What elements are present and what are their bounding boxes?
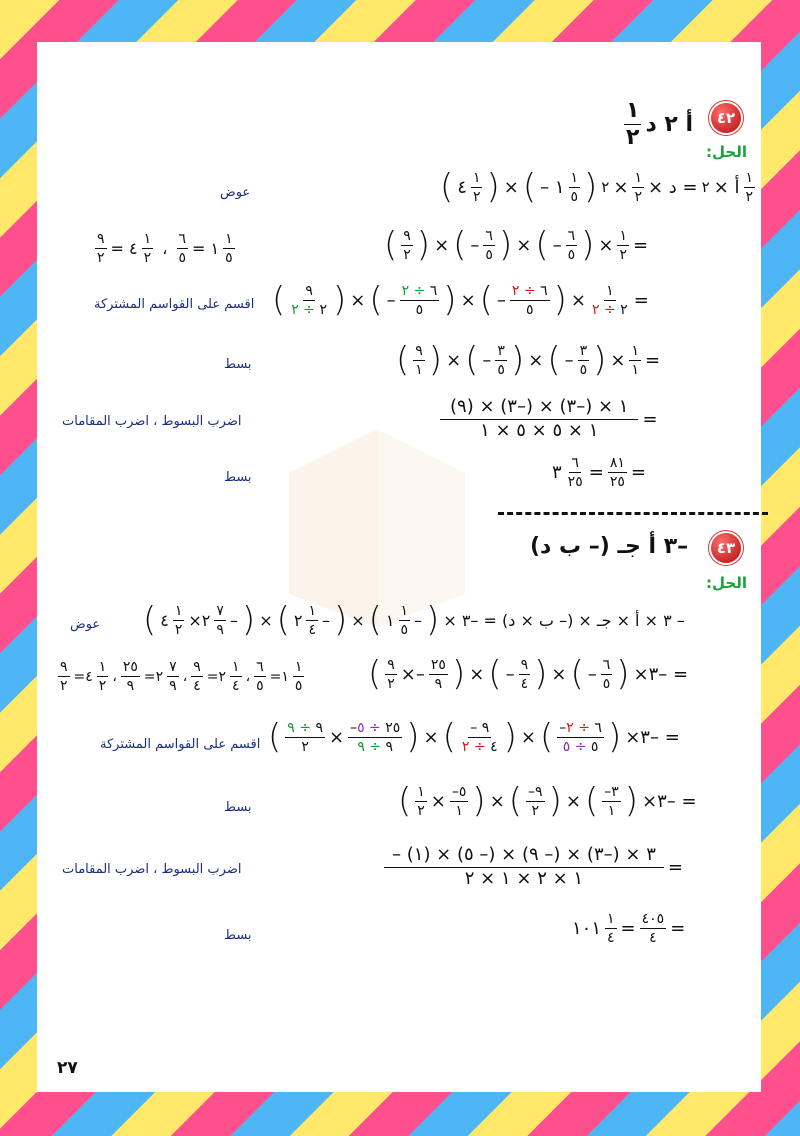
s42-line6: ٣ ٦ ٢٥ = ٨١ ٢٥ = <box>552 455 646 490</box>
page-number: ٢٧ <box>57 1058 78 1078</box>
section-divider <box>498 512 768 515</box>
s43-conversions: ٩ ٢ =٤ ١ ٢ ، ٢٥ ٩ =٢ ٧ ٩ ، ٩ ٤ =٢ ١ ٤ ، ٦ ٥ =١ ١ ٥ <box>60 659 303 694</box>
note-simplify-43a: بسط <box>224 800 252 815</box>
s42-line2: ( ٩ ٢ ) × ( – ٦ ٥ ) × ( – ٦ ٥ ) × ١ ٢ = <box>384 225 649 265</box>
s42-conversions: ٩ ٢ = ٤ ١ ٢ ، ٦ ٥ = ١ ١ ٥ <box>97 231 233 266</box>
note-simplify-43b: بسط <box>224 928 252 943</box>
s42-line3: ( ٩ ٢ ÷ ٢ ) × ( – ٦ ÷ ٢ ٥ ) × ( – ٦ ÷ ٢ ٥ ) × ١ ٢ ÷ ٢ = <box>272 280 649 320</box>
note-simplify-42b: بسط <box>224 470 252 485</box>
note-divide-common-42: اقسم على القواسم المشتركة <box>94 297 255 312</box>
problem-42-badge: ٤٢ <box>711 103 741 133</box>
s42-line5: ١ × (–٣) × (–٣) × (٩) ١ × ٥ × ٥ × ١ = <box>440 398 658 440</box>
s42-line4: ( ٩ ١ ) × ( – ٣ ٥ ) × ( – ٣ ٥ ) × ١ ١ = <box>396 340 661 380</box>
note-simplify-42a: بسط <box>224 357 252 372</box>
note-divide-common-43: اقسم على القواسم المشتركة <box>100 737 261 752</box>
fraction: ١ ٢ <box>626 98 640 150</box>
s42-line1: ( ٤ ١ ٢ ) × ( – ١ ١ ٥ ) ٢ × ١ ٢ × د = ٢ × أ ١ ٢ <box>440 167 754 207</box>
note-multiply-42: اضرب البسوط ، اضرب المقامات <box>62 414 242 429</box>
s43-line1: ( ٤ ١ ٢ ×٢ ٧ ٩ – ) × ( ٢ ١ ٤ – ) × ( ١ ١ ٥ – ) – ٣ × أ × جـ × (– ب × د) = –٣ × <box>143 600 685 640</box>
s43-line5: – ٣ × (–٣) × (– ٩) × (– ٥) × (١) ١ × ٢ × ١ × ٢ = <box>384 846 683 888</box>
problem-42-rest: أ ٢ د <box>645 112 694 137</box>
solution-label-42: الحل: <box>706 143 747 161</box>
note-substitute-43: عوض <box>70 617 101 632</box>
problem-43-expression: –٣ أ جـ (– ب د) <box>530 534 689 559</box>
solution-label-43: الحل: <box>706 574 747 592</box>
note-substitute: عوض <box>220 185 251 200</box>
s43-line2: ( ٩ ٢ ×– ٢٥ ٩ ) × ( – ٩ ٤ ) × ( – ٦ ٥ ) ×٣– = <box>368 654 689 694</box>
note-multiply-43: اضرب البسوط ، اضرب المقامات <box>62 862 242 877</box>
problem-43-badge: ٤٣ <box>711 533 741 563</box>
problem-42-expression <box>624 100 693 149</box>
s43-line6: ١٠١ ١ ٤ = ٤٠٥ ٤ = <box>572 911 686 946</box>
s43-line4: ( ١ ٢ × –٥ ١ ) × ( –٩ ٢ ) × ( –٣ ١ ) ×٣– = <box>398 781 697 821</box>
s43-line3: ( ٩ ÷ ٩ ٢ × –٢٥ ÷ ٥ ٩ ÷ ٩ ) × ( – ٩ ٤ ÷ ٢ ) × ( –٦ ÷ ٢ ٥ ÷ ٥ ) ×٣– = <box>268 717 680 757</box>
